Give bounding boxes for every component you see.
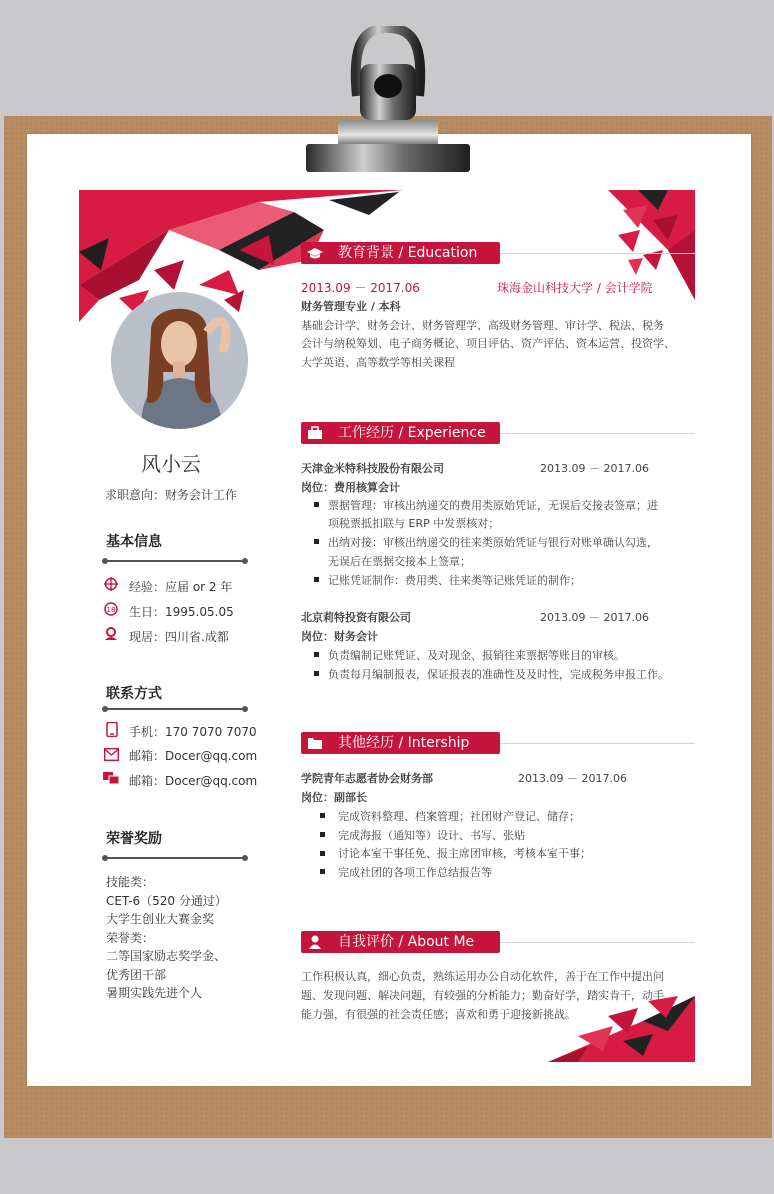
about-line: 工作积极认真，细心负责，熟练运用办公自动化软件，善于在工作中提出问 bbox=[301, 970, 664, 983]
mail-icon bbox=[104, 748, 119, 761]
job-duty: 票据管理：审核出纳递交的费用类原始凭证，无误后交接表签章；进 bbox=[328, 499, 658, 512]
org-duty: 完成海报（通知等）设计、书写、张贴 bbox=[338, 829, 525, 842]
rule-dot bbox=[102, 558, 108, 564]
job-duty-continued: 项税票抵扣联与 ERP 中发票核对； bbox=[328, 517, 500, 530]
org-duty: 完成资料整理、档案管理；社团财产登记、储存； bbox=[338, 810, 580, 823]
bullet bbox=[320, 832, 325, 837]
award-line: 优秀团干部 bbox=[106, 968, 167, 982]
education-major: 财务管理专业 / 本科 bbox=[301, 300, 401, 313]
award-line: 大学生创业大赛金奖 bbox=[106, 912, 215, 926]
award-line: 二等国家励志奖学金、 bbox=[106, 949, 227, 963]
org-period: 2013.09 － 2017.06 bbox=[518, 772, 627, 785]
org-duty: 讨论本室干事任免、报主席团审核，考核本室干事； bbox=[338, 847, 591, 860]
job-position: 岗位：财务会计 bbox=[301, 630, 378, 643]
experience-header bbox=[301, 422, 500, 444]
org-position: 岗位：副部长 bbox=[301, 791, 367, 804]
course-line: 大学英语、高等数学等相关课程 bbox=[301, 356, 455, 369]
job-duty: 出纳对接：审核出纳递交的往来类原始凭证与银行对账单确认勾选， bbox=[328, 536, 658, 549]
award-line: 暑期实践先进个人 bbox=[106, 986, 203, 1000]
graduation-cap-icon bbox=[307, 245, 323, 261]
rule-dot bbox=[242, 706, 248, 712]
rule-dot bbox=[242, 558, 248, 564]
bullet bbox=[320, 851, 325, 856]
awards-rule bbox=[103, 857, 247, 859]
crosshair-icon bbox=[104, 577, 118, 591]
location-pin-icon bbox=[104, 627, 118, 641]
other-experience-header bbox=[301, 732, 500, 754]
education-school: 珠海金山科技大学 / 会计学院 bbox=[497, 281, 653, 295]
bullet bbox=[320, 813, 325, 818]
experience-years: 经验：应届 or 2 年 bbox=[129, 580, 233, 594]
bullet bbox=[314, 671, 319, 676]
about-line: 能力强，有很强的社会责任感；喜欢和勇于迎接新挑战。 bbox=[301, 1008, 576, 1021]
contact-email-2: 邮箱：Docer@qq.com bbox=[129, 774, 258, 788]
candidate-name: 风小云 bbox=[141, 452, 201, 476]
birthday: 生日：1995.05.05 bbox=[129, 605, 234, 619]
org-name: 学院青年志愿者协会财务部 bbox=[301, 772, 433, 785]
job-company: 北京莉特投资有限公司 bbox=[301, 611, 411, 624]
avatar bbox=[111, 292, 248, 429]
course-line: 会计与纳税筹划、电子商务概论、项目评估、资产评估、资本运营、投资学、 bbox=[301, 337, 675, 350]
binder-clip bbox=[302, 26, 474, 176]
folder-icon bbox=[307, 735, 323, 751]
bullet bbox=[314, 652, 319, 657]
about-line: 题、发现问题、解决问题，有较强的分析能力；勤奋好学，踏实肯干，动手 bbox=[301, 989, 664, 1002]
job-period: 2013.09 － 2017.06 bbox=[540, 611, 649, 624]
about-title: 自我评价 / About Me bbox=[338, 934, 475, 950]
award-line: 技能类： bbox=[106, 875, 155, 889]
rule-dot bbox=[102, 855, 108, 861]
contact-phone: 手机：170 7070 7070 bbox=[129, 725, 257, 739]
rule-dot bbox=[102, 706, 108, 712]
award-line: 荣誉类： bbox=[106, 931, 155, 945]
other-experience-title: 其他经历 / Intership bbox=[338, 735, 470, 751]
job-company: 天津金米特科技股份有限公司 bbox=[301, 462, 444, 475]
org-duty: 完成社团的各项工作总结报告等 bbox=[338, 866, 492, 879]
job-duty: 记账凭证制作：费用类、往来类等记账凭证的制作； bbox=[328, 574, 581, 587]
bullet bbox=[320, 869, 325, 874]
svg-text:18: 18 bbox=[106, 606, 116, 614]
education-title: 教育背景 / Education bbox=[338, 245, 478, 261]
contact-email: 邮箱：Docer@qq.com bbox=[129, 749, 258, 763]
experience-title: 工作经历 / Experience bbox=[338, 425, 486, 441]
bullet bbox=[314, 577, 319, 582]
awards-heading: 荣誉奖励 bbox=[106, 831, 162, 847]
contact-rule bbox=[103, 708, 247, 710]
residence: 现居：四川省.成都 bbox=[129, 630, 229, 644]
job-duty-continued: 无误后在票据交接本上签章； bbox=[328, 555, 471, 568]
job-duty: 负责每月编制报表，保证报表的准确性及及时性，完成税务申报工作。 bbox=[328, 668, 669, 681]
briefcase-icon bbox=[307, 425, 323, 441]
job-objective: 求职意向：财务会计工作 bbox=[105, 488, 238, 502]
basic-info-rule bbox=[103, 560, 247, 562]
job-position: 岗位：费用核算会计 bbox=[301, 481, 400, 494]
phone-icon bbox=[106, 722, 118, 737]
basic-info-heading: 基本信息 bbox=[106, 534, 162, 550]
rule-dot bbox=[242, 855, 248, 861]
user-icon bbox=[307, 934, 323, 950]
job-period: 2013.09 － 2017.06 bbox=[540, 462, 649, 475]
bullet bbox=[314, 539, 319, 544]
chat-icon bbox=[103, 772, 120, 785]
course-line: 基础会计学、财务会计、财务管理学、高级财务管理、审计学、税法、税务 bbox=[301, 319, 664, 332]
bullet bbox=[314, 502, 319, 507]
award-line: CET-6（520 分通过） bbox=[106, 894, 227, 908]
about-header bbox=[301, 931, 500, 953]
job-duty: 负责编制记账凭证、及对现金、报销往来票据等账目的审核。 bbox=[328, 649, 625, 662]
education-header bbox=[301, 242, 500, 264]
contact-heading: 联系方式 bbox=[106, 686, 162, 702]
education-period: 2013.09 － 2017.06 bbox=[301, 281, 420, 295]
birthday-icon bbox=[104, 602, 118, 616]
